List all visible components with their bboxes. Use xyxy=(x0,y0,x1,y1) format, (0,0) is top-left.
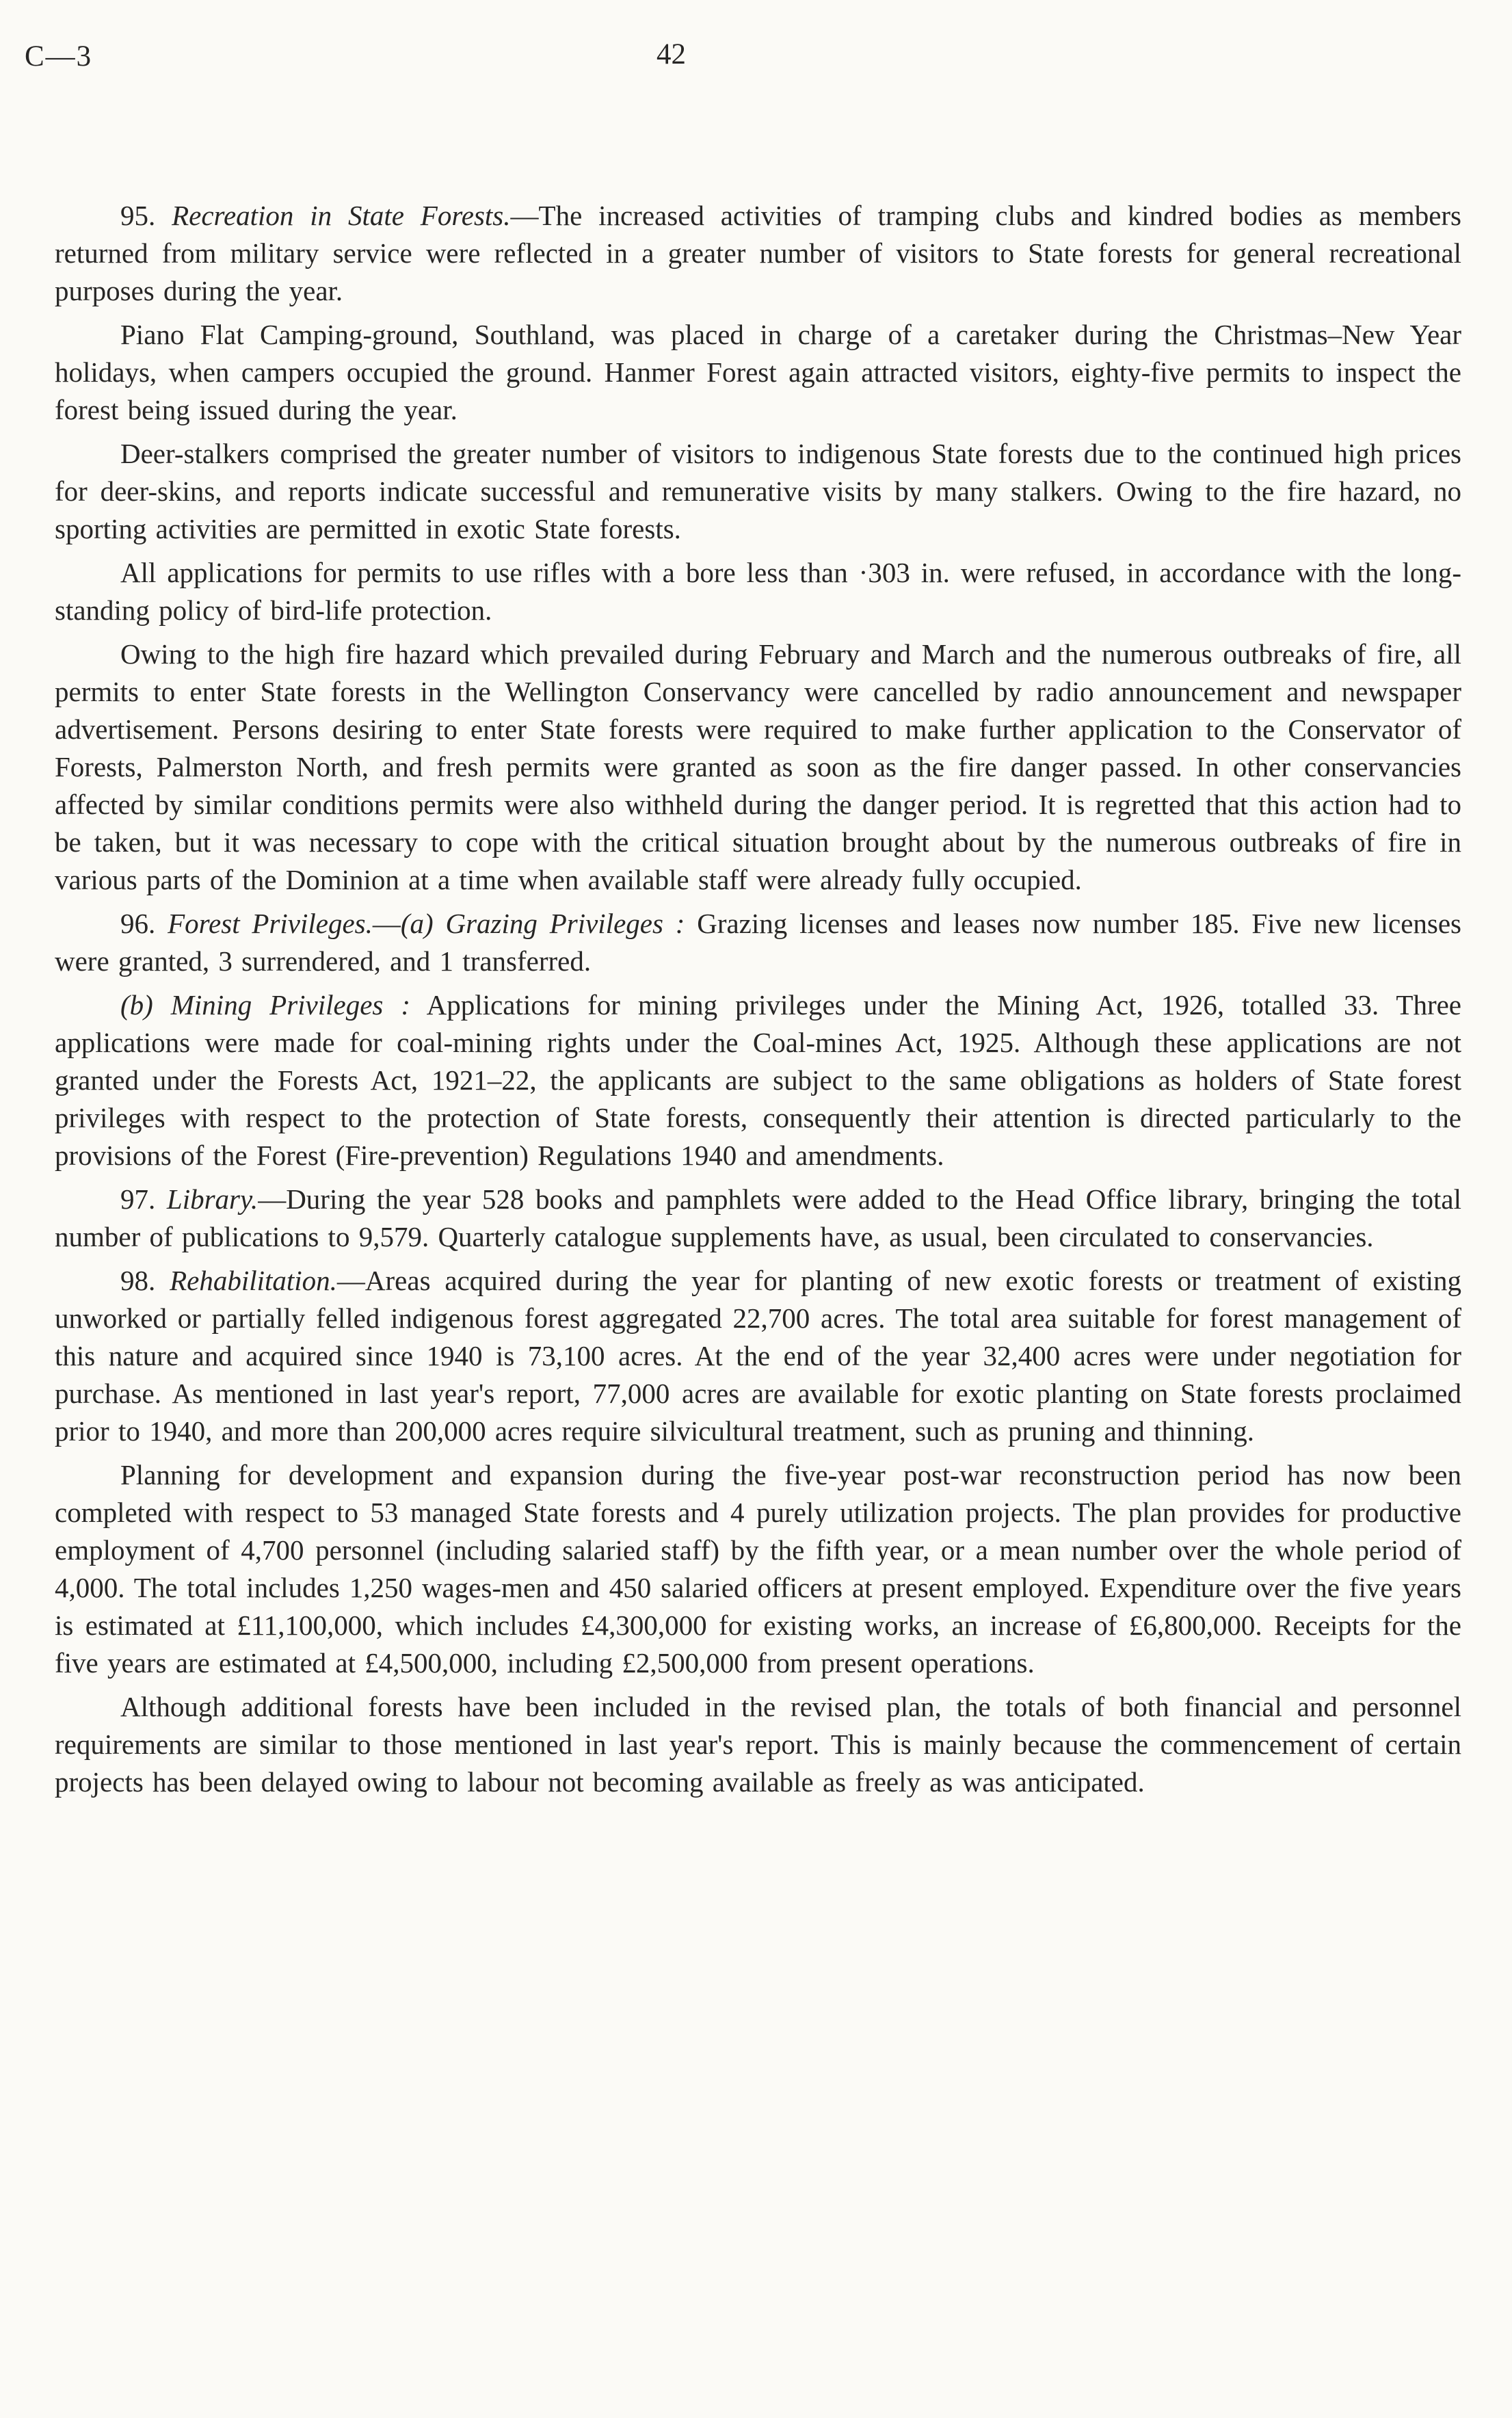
section-title: Recreation in State Forests. xyxy=(172,200,511,231)
paragraph-95-recreation xyxy=(55,197,1461,310)
paragraph-text: Grazing licenses and leases now number 185. Five new licenses were granted, 3 surrendered, and 1 transferred. xyxy=(55,908,1462,977)
paragraph-95-fire-hazard xyxy=(55,635,1461,899)
paragraph-text: Although additional forests have been included in the revised plan, the totals of both financial and personnel requirements are similar to those mentioned in last year's report. This is mainly because the commencement of certain projects has been delayed owing to labour not becoming available as freely as was anticipated. xyxy=(55,1691,1461,1798)
paragraph-text: Planning for development and expansion during the five-year post-war reconstruction period has now been completed with respect to 53 managed State forests and 4 purely utilization projects. The plan provides for productive employment of 4,700 personnel (including salaried staff) by the fifth year, or a mean number over the whole period of 4,000. The total includes 1,250 wages-men and 450 salaried officers at present employed. Expenditure over the five years is estimated at £11,100,000, which includes £4,300,000 for existing works, an increase of £6,800,000. Receipts for the five years are estimated at £4,500,000, including £2,500,000 from present operations. xyxy=(55,1459,1461,1679)
report-code: C—3 xyxy=(25,40,93,73)
paragraph-95-rifle-permits xyxy=(55,554,1461,629)
paragraph-96-mining-privileges xyxy=(55,986,1461,1174)
section-number: 95. xyxy=(120,200,156,231)
paragraph-text: Piano Flat Camping-ground, Southland, was placed in charge of a caretaker during the Christmas–New Year holidays, when campers occupied the ground. Hanmer Forest again attracted visitors, eighty-five permits to inspect the forest being issued during the year. xyxy=(55,319,1461,425)
page-header xyxy=(0,0,1512,79)
subsection-label-grazing: (a) Grazing Privileges : xyxy=(400,908,685,939)
section-title: Forest Privileges. xyxy=(168,908,373,939)
section-number: 98. xyxy=(120,1265,156,1296)
section-number: 96. xyxy=(120,908,156,939)
paragraph-text: Applications for mining privileges under the Mining Act, 1926, totalled 33. Three applications were made for coal-mining rights under the Coal-mines Act, 1925. Although these applications are not granted under the Forests Act, 1921–22, the applicants are subject to the same obligations as holders of State forest privileges with respect to the protection of State forests, consequently their attention is directed particularly to the provisions of the Forest (Fire-prevention) Regulations 1940 and amendments. xyxy=(55,989,1461,1171)
section-number: 97. xyxy=(120,1183,156,1215)
paragraph-text: All applications for permits to use rifles with a bore less than ·303 in. were refused, in accordance with the long-standing policy of bird-life protection. xyxy=(55,557,1461,626)
paragraph-text: —The increased activities of tramping clubs and kindred bodies as members returned from military service were reflected in a greater number of visitors to State forests for general recreational purposes during the year. xyxy=(55,200,1461,306)
subsection-label-mining: (b) Mining Privileges : xyxy=(120,989,410,1021)
paragraph-96-forest-privileges xyxy=(55,905,1461,980)
paragraph-text: Deer-stalkers comprised the greater number of visitors to indigenous State forests due to the continued high prices for deer-skins, and reports indicate successful and remunerative visits by many stalkers. Owing to the fire hazard, no sporting activities are permitted in exotic State forests. xyxy=(55,438,1461,544)
paragraph-text: Owing to the high fire hazard which prevailed during February and March and the numerous outbreaks of fire, all permits to enter State forests in the Wellington Conservancy were cancelled by radio announcement and newspaper advertisement. Persons desiring to enter State forests were required to make further application to the Conservator of Forests, Palmerston North, and fresh permits were granted as soon as the fire danger passed. In other conservancies affected by similar conditions permits were also withheld during the danger period. It is regretted that this action had to be taken, but it was necessary to cope with the critical situation brought about by the numerous outbreaks of fire in various parts of the Dominion at a time when available staff were already fully occupied. xyxy=(55,638,1461,895)
paragraph-98-planning xyxy=(55,1456,1461,1682)
paragraph-97-library xyxy=(55,1181,1461,1256)
section-title: Rehabilitation. xyxy=(170,1265,337,1296)
dash: — xyxy=(372,908,401,939)
paragraph-text: —Areas acquired during the year for planting of new exotic forests or treatment of existing unworked or partially felled indigenous forest aggregated 22,700 acres. The total area suitable for forest management of this nature and acquired since 1940 is 73,100 acres. At the end of the year 32,400 acres were under negotiation for purchase. As mentioned in last year's report, 77,000 acres are available for exotic planting on State forests proclaimed prior to 1940, and more than 200,000 acres require silvicultural treatment, such as pruning and thinning. xyxy=(55,1265,1462,1447)
paragraph-95-deer-stalkers xyxy=(55,435,1461,548)
paragraph-98-additional-forests xyxy=(55,1688,1461,1801)
report-body xyxy=(0,197,1512,1801)
page-number: 42 xyxy=(656,38,686,70)
paragraph-95-camping xyxy=(55,316,1461,429)
section-title: Library. xyxy=(166,1183,258,1215)
paragraph-98-rehabilitation xyxy=(55,1262,1461,1450)
paragraph-text: —During the year 528 books and pamphlets were added to the Head Office library, bringing the total number of publications to 9,579. Quarterly catalogue supplements have, as usual, been circulated to conservancies. xyxy=(55,1183,1461,1252)
